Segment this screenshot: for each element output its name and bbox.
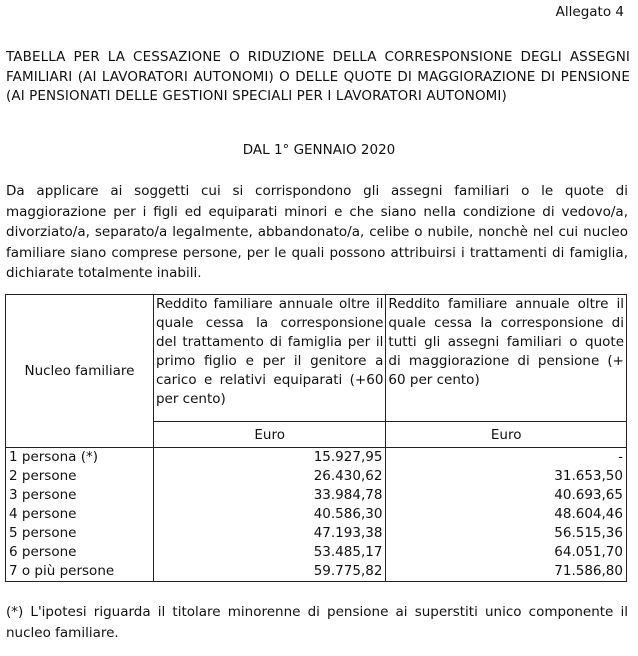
nucleo-cell: 6 persone [6,543,154,562]
reddito2-cell: 71.586,80 [386,562,627,582]
reddito2-cell: 64.051,70 [386,543,627,562]
nucleo-cell: 7 o più persone [6,562,154,582]
column-header-nucleo: Nucleo familiare [6,295,154,448]
nucleo-cell: 5 persone [6,524,154,543]
nucleo-cell: 3 persone [6,486,154,505]
nucleo-cell: 4 persone [6,505,154,524]
unit-label-col2: Euro [153,422,385,448]
reddito1-cell: 40.586,30 [153,505,385,524]
footnote: (*) L'ipotesi riguarda il titolare minorenne di pensione ai superstiti unico componente il nucleo familiare. [6,604,628,641]
table-row [6,467,627,486]
income-threshold-table [5,294,627,582]
reddito1-cell: 15.927,95 [153,448,385,468]
table-header-row [6,295,627,422]
reddito1-cell: 47.193,38 [153,524,385,543]
unit-label-col3: Euro [386,422,627,448]
reddito2-cell: 31.653,50 [386,467,627,486]
reddito2-cell: 56.515,36 [386,524,627,543]
column-header-reddito-tutti-assegni: Reddito familiare annuale oltre il quale cessa la corresponsione di tutti gli assegni familiari o quote di maggiorazione di pensione (+ 60 per cento) [386,295,627,422]
column-header-reddito-primo-figlio: Reddito familiare annuale oltre il quale cessa la corresponsione del trattamento di famiglia per il primo figlio e per il genitore a carico e relativi equiparati (+60 per cento) [153,295,385,422]
reddito1-cell: 33.984,78 [153,486,385,505]
table-row [6,562,627,582]
reddito2-cell: - [386,448,627,468]
nucleo-cell: 2 persone [6,467,154,486]
table-row [6,448,627,468]
table-row [6,543,627,562]
reddito1-cell: 59.775,82 [153,562,385,582]
reddito1-cell: 53.485,17 [153,543,385,562]
reddito1-cell: 26.430,62 [153,467,385,486]
nucleo-cell: 1 persona (*) [6,448,154,468]
reddito2-cell: 48.604,46 [386,505,627,524]
table-row [6,505,627,524]
reddito2-cell: 40.693,65 [386,486,627,505]
effective-date: DAL 1° GENNAIO 2020 [242,142,396,158]
table-row [6,524,627,543]
intro-paragraph: Da applicare ai soggetti cui si corrispondono gli assegni familiari o le quote di maggiorazione per i figli ed equiparati minori e che siano nella condizione di vedovo/a, divorziato/a, separato/a legalmente, abbandonato/a, celibe o nubile, nonchè nel cui nucleo familiare siano comprese persone, per le quali possono attribuirsi i trattamenti di famiglia, dichiarate totalmente inabili. [6,183,628,281]
attachment-label: Allegato 4 [555,4,624,20]
table-row [6,486,627,505]
document-title: TABELLA PER LA CESSAZIONE O RIDUZIONE DELLA CORRESPONSIONE DEGLI ASSEGNI FAMILIARI (AI LAVORATORI AUTONOMI) O DELLE QUOTE DI MAGGIORAZIONE DI PENSIONE (AI PENSIONATI DELLE GESTIONI SPECIALI PER I LAVORATORI AUTONOMI) [6,49,630,104]
